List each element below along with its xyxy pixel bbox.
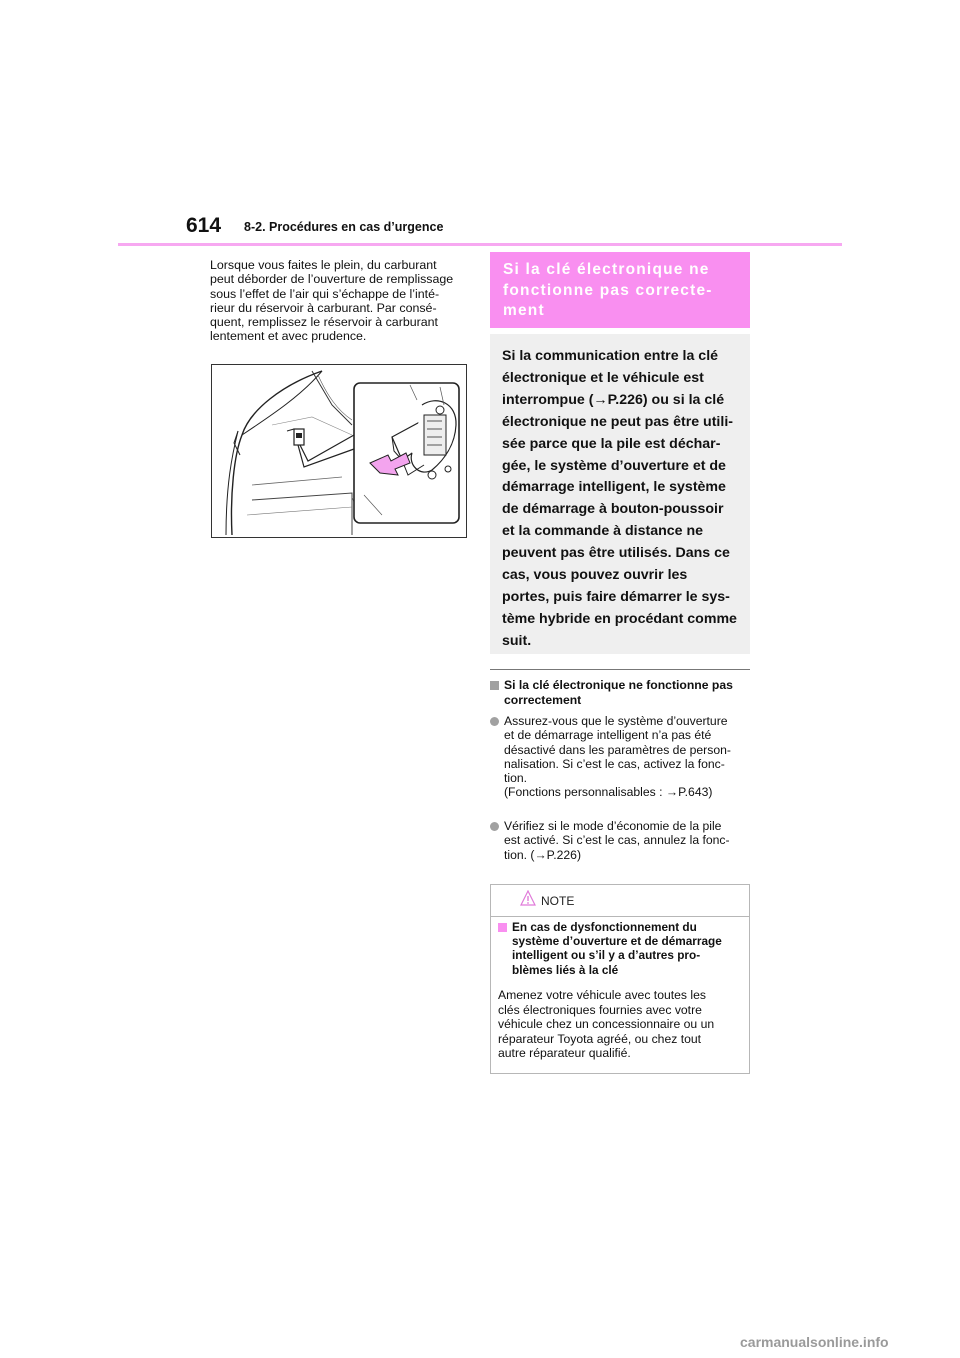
header-rule xyxy=(118,243,842,246)
car-interior-illustration xyxy=(211,364,467,538)
summary-line: Si la communication entre la clé xyxy=(502,348,719,364)
note-body-line: réparateur Toyota agréé, ou chez tout xyxy=(498,1031,702,1046)
section-divider xyxy=(490,669,750,670)
bullet-line: tion. xyxy=(504,771,528,786)
note-body-line: clés électroniques fournies avec votre xyxy=(498,1002,702,1017)
summary-line: démarrage intelligent, le système xyxy=(502,479,726,496)
bullet-line: (Fonctions personnalisables : →P.643) xyxy=(504,785,713,800)
summary-line: de démarrage à bouton-poussoir xyxy=(502,501,724,518)
note-heading-line: En cas de dysfonctionnement du xyxy=(512,920,697,934)
summary-box xyxy=(490,334,750,654)
bullet-line: est activé. Si c’est le cas, annulez la fonc- xyxy=(504,833,730,848)
square-bullet-icon xyxy=(498,923,507,932)
subheading-line: correctement xyxy=(504,692,582,707)
section-heading-line: ment xyxy=(503,302,545,319)
summary-line: cas, vous pouvez ouvrir les xyxy=(502,567,688,584)
text-line: peut déborder de l’ouverture de remplissage xyxy=(210,272,454,287)
circle-bullet-icon xyxy=(490,717,499,726)
note-heading xyxy=(498,920,744,977)
summary-line: tème hybride en procédant comme xyxy=(502,610,737,627)
bullet-line: tion. (→P.226) xyxy=(504,847,582,862)
bullet-line: et de démarrage intelligent n’a pas été xyxy=(504,728,712,743)
section-header xyxy=(490,252,750,328)
summary-line: suit. xyxy=(502,632,532,649)
page-number: 614 xyxy=(186,214,222,237)
note-heading-line: système d’ouverture et de démarrage xyxy=(512,934,722,949)
bullet-line: Assurez-vous que le système d’ouverture xyxy=(504,714,728,728)
section-title: 8-2. Procédures en cas d’urgence xyxy=(244,220,444,234)
summary-line: portes, puis faire démarrer le sys- xyxy=(502,588,730,605)
note-body-line: véhicule chez un concessionnaire ou un xyxy=(498,1017,715,1031)
note-body xyxy=(498,988,744,1061)
text-line: sous l’effet de l’air qui s’échappe de l’inté- xyxy=(210,286,440,301)
summary-line: sée parce que la pile est déchar- xyxy=(502,435,721,452)
note-header xyxy=(491,885,749,917)
watermark: carmanualsonline.info xyxy=(740,1334,889,1350)
bullet-item xyxy=(490,819,750,862)
text-line: Lorsque vous faites le plein, du carburant xyxy=(210,258,437,272)
bullet-item xyxy=(490,714,750,800)
section-heading-line: Si la clé électronique ne xyxy=(503,261,710,278)
bullet-line: désactivé dans les paramètres de person- xyxy=(504,742,731,757)
summary-line: électronique et le véhicule est xyxy=(502,369,704,386)
note-label: NOTE xyxy=(541,894,575,908)
text-line: lentement et avec prudence. xyxy=(210,329,367,344)
summary-line: gée, le système d’ouverture et de xyxy=(502,457,726,474)
note-body-line: Amenez votre véhicule avec toutes les xyxy=(498,988,706,1002)
square-bullet-icon xyxy=(490,681,499,690)
bullet-line: nalisation. Si c’est le cas, activez la fonc- xyxy=(504,756,725,771)
intro-paragraph xyxy=(210,258,472,344)
summary-line: électronique ne peut pas être utili- xyxy=(502,413,733,430)
bullet-line: Vérifiez si le mode d’économie de la pile xyxy=(504,819,722,833)
note-heading-line: blèmes liés à la clé xyxy=(512,962,619,977)
note-heading-line: intelligent ou s’il y a d’autres pro- xyxy=(512,948,701,963)
summary-line: et la commande à distance ne xyxy=(502,523,704,540)
illustration-drawing xyxy=(212,365,466,537)
summary-line: peuvent pas être utilisés. Dans ce xyxy=(502,545,730,562)
text-line: quent, remplissez le réservoir à carburant xyxy=(210,315,438,330)
note-body-line: autre réparateur qualifié. xyxy=(498,1046,631,1060)
text-line: rieur du réservoir à carburant. Par consé- xyxy=(210,300,437,315)
note-box xyxy=(490,884,750,1074)
summary-line: interrompue (→P.226) ou si la clé xyxy=(502,391,725,408)
circle-bullet-icon xyxy=(490,822,499,831)
warning-triangle-icon xyxy=(520,890,536,906)
section-heading-line: fonctionne pas correcte- xyxy=(503,281,713,299)
subheading-line: Si la clé électronique ne fonctionne pas xyxy=(504,678,733,692)
subsection-heading xyxy=(490,678,750,708)
